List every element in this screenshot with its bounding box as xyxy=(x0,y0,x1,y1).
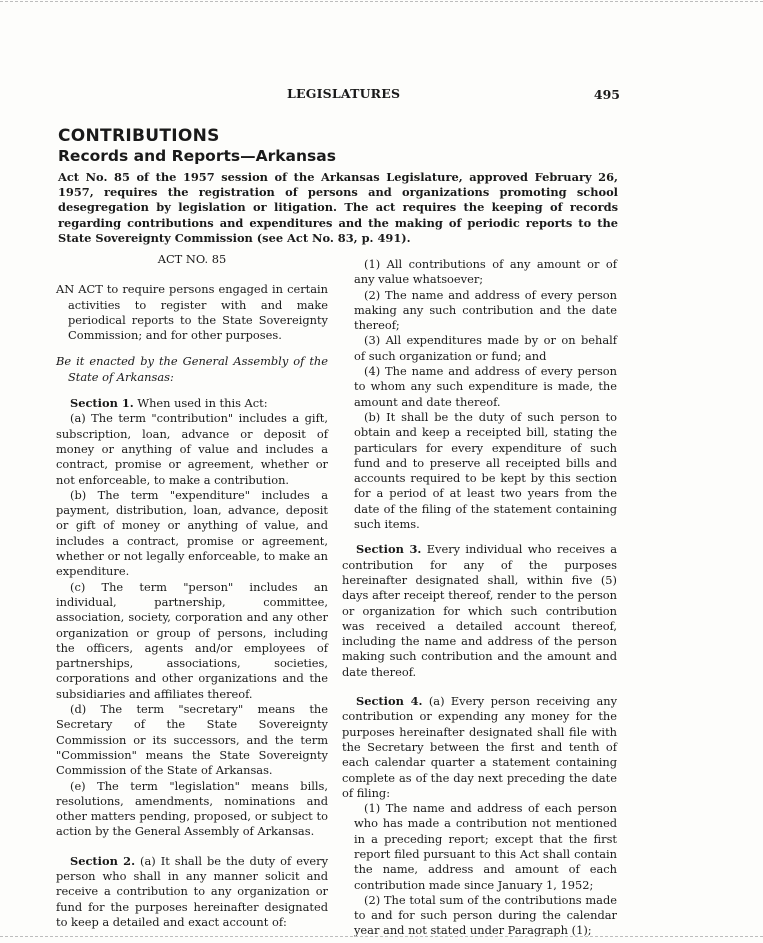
headnote: Act No. 85 of the 1957 session of the Arkansas Legislature, approved February 26, 1957, requires the registration of persons and organizations promoting school desegregation by legislation or litigation. The act requires the keeping of records regarding contributions and expenditures and the making of periodic reports to the State Sovereignty Commission (see Act No. 83, p. 491). xyxy=(58,170,618,245)
section-1-d: (d) The term "secretary" means the Secretary of the State Sovereignty Commission or its successors, and the term "Commission" means the State Sovereignty Commission of the State of Arkansas. xyxy=(56,702,328,778)
section-3-heading: Section 3. xyxy=(356,542,422,557)
section-1-e: (e) The term "legislation" means bills, resolutions, amendments, nominations and other matters pending, proposed, or subject to action by the General Assembly of Arkansas. xyxy=(56,778,328,839)
section-2-item-1: (1) All contributions of any amount or of any value whatsoever; xyxy=(354,257,617,287)
page-number: 495 xyxy=(593,87,620,102)
section-4-heading: Section 4. xyxy=(356,694,423,709)
section-2-a xyxy=(56,854,328,930)
section-4-item-1: (1) The name and address of each person who has made a contribution not mentioned in a preceding report; except that the first report filed pursuant to this Act shall contain the name, address and amount of each contribution made since January 1, 1952; xyxy=(354,801,617,892)
section-2-b: (b) It shall be the duty of such person to obtain and keep a receipted bill, stating the particulars for every expenditure of such fund and to preserve all receipted bills and accounts required to be kept by this section for a period of at least two years from the date of the filing of the statement containing such items. xyxy=(354,409,617,532)
bottom-border xyxy=(0,936,763,937)
section-1-heading: Section 1. xyxy=(70,396,134,411)
right-column xyxy=(342,257,617,939)
section-1-b: (b) The term "expenditure" includes a payment, distribution, loan, advance, deposit or gift of money or anything of value, and includes a contract, promise or agreement, whether or not legally enforceable, to make an expenditure. xyxy=(56,487,328,579)
act-title: AN ACT to require persons engaged in certain activities to register with and make periodical reports to the State Sovereignty Commission; and for other purposes. xyxy=(56,282,328,343)
act-number: ACT NO. 85 xyxy=(157,252,227,266)
section-1-intro xyxy=(56,396,328,411)
section-2-heading: Section 2. xyxy=(70,853,136,868)
section-title: CONTRIBUTIONS xyxy=(58,126,220,146)
section-4-item-2: (2) The total sum of the contributions made to and for such person during the calendar year and not stated under Paragraph (1); xyxy=(354,892,617,938)
section-4-a-text: (a) Every person receiving any contribution or expending any money for the purposes hereinafter designated shall file with the Secretary between the first and tenth of each calendar quarter a statement containing complete as of the day next preceding the date of filing: xyxy=(342,694,618,800)
section-2-item-4: (4) The name and address of every person to whom any such expenditure is made, the amount and date thereof. xyxy=(354,364,617,409)
section-4-a xyxy=(342,694,617,801)
section-3-text: Every individual who receives a contribution for any of the purposes hereinafter designated shall, within five (5) days after receipt thereof, render to the person or organization for which such contribution was received a detailed account thereof, including the name and address of the person making such contribution and the amount and date thereof. xyxy=(342,542,617,679)
running-head: LEGISLATURES xyxy=(287,86,401,101)
left-column xyxy=(56,252,328,930)
section-1-a: (a) The term "contribution" includes a gift, subscription, loan, advance or deposit of money or anything of value and includes a contract, promise or agreement, whether or not enforceable, to make a contribution. xyxy=(56,411,328,487)
enacting-clause: Be it enacted by the General Assembly of the State of Arkansas: xyxy=(56,354,328,384)
section-2-item-2: (2) The name and address of every person making any such contribution and the date thereof; xyxy=(354,287,617,333)
section-1-c: (c) The term "person" includes an individual, partnership, committee, association, society, corporation and any other organization or group of persons, including the officers, agents and/or employees of partnerships, associations, societies, corporations and other organizations and the subsidiaries and affiliates thereof. xyxy=(56,579,328,701)
section-1-intro-text: When used in this Act: xyxy=(137,396,268,411)
section-2-item-3: (3) All expenditures made by or on behalf of such organization or fund; and xyxy=(354,333,617,363)
section-subtitle: Records and Reports—Arkansas xyxy=(58,147,336,165)
section-2-a-text: (a) It shall be the duty of every person who shall in any manner solicit and receive a contribution to any organization or fund for the purposes hereinafter designated to keep a detailed and exact account of: xyxy=(56,853,328,929)
top-border xyxy=(0,1,763,2)
section-3 xyxy=(342,542,617,680)
